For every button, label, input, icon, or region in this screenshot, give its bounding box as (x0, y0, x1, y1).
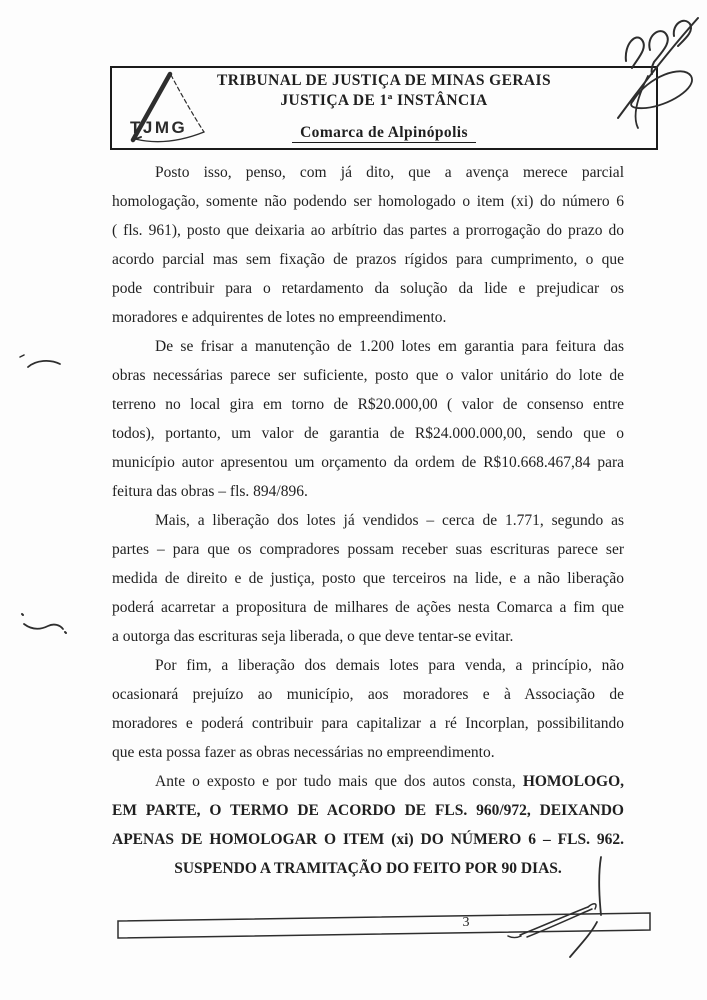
bold-text-segment: EM PARTE, O TERMO DE ACORDO DE FLS. 960/972, DEIXANDO (112, 802, 624, 819)
body-line (112, 274, 624, 303)
margin-pen-mark-2 (10, 602, 95, 642)
margin-pen-mark-1 (12, 345, 92, 380)
bold-text-segment: HOMOLOGO, (522, 773, 624, 790)
body-line (112, 187, 624, 216)
body-line (112, 477, 624, 506)
body-line (112, 419, 624, 448)
body-line (112, 216, 624, 245)
bold-text-segment: SUSPENDO A TRAMITAÇÃO DO FEITO POR 90 DIAS. (174, 860, 562, 877)
body-line (112, 709, 624, 738)
text-segment: moradores e adquirentes de lotes no empreendimento. (112, 309, 447, 326)
document-body (112, 158, 624, 883)
text-segment: obras necessárias parece ser suficiente, posto que o valor unitário do lote de (112, 367, 624, 384)
tjmg-logo-label: TJMG (130, 118, 188, 137)
text-segment: Posto isso, penso, com já dito, que a avença merece parcial (155, 164, 624, 181)
text-segment: ocasionará prejuízo ao município, aos moradores e à Associação de (112, 686, 624, 703)
text-segment: homologação, somente não podendo ser homologado o item (xi) do número 6 (112, 193, 624, 210)
body-line (112, 448, 624, 477)
text-segment: medida de direito e de justiça, posto que terceiros na lide, e a não liberação (112, 570, 624, 587)
text-segment: partes – para que os compradores possam receber suas escrituras parece ser (112, 541, 624, 558)
bold-text-segment: APENAS DE HOMOLOGAR O ITEM (xi) DO NÚMERO 6 – FLS. 962. (112, 831, 624, 848)
body-line (112, 506, 624, 535)
body-line (112, 622, 624, 651)
body-line (112, 564, 624, 593)
body-line (112, 796, 624, 825)
instance-title: JUSTIÇA DE 1ª INSTÂNCIA (280, 92, 488, 109)
text-segment: moradores e poderá contribuir para capitalizar a ré Incorplan, possibilitando (112, 715, 624, 732)
text-segment: acordo parcial mas sem fixação de prazos rígidos para cumprimento, o que (112, 251, 624, 268)
text-segment: pode contribuir para o retardamento da solução da lide e prejudicar os (112, 280, 624, 297)
comarca-title: Comarca de Alpinópolis (112, 124, 656, 142)
text-segment: que esta possa fazer as obras necessárias no empreendimento. (112, 744, 495, 761)
text-segment: Por fim, a liberação dos demais lotes para venda, a princípio, não (155, 657, 624, 674)
footer-bar (0, 845, 707, 1000)
text-segment: feitura das obras – fls. 894/896. (112, 483, 308, 500)
paragraph (112, 506, 624, 651)
body-line (112, 332, 624, 361)
text-segment: Ante o exposto e por tudo mais que dos autos consta, (155, 773, 523, 790)
court-title: TRIBUNAL DE JUSTIÇA DE MINAS GERAIS (217, 72, 551, 89)
body-line (112, 390, 624, 419)
text-segment: De se frisar a manutenção de 1.200 lotes em garantia para feitura das (155, 338, 624, 355)
text-segment: todos), portanto, um valor de garantia de R$24.000.000,00, sendo que o (112, 425, 624, 442)
text-segment: ( fls. 961), posto que deixaria ao arbítrio das partes a prorrogação do prazo do (112, 222, 624, 239)
body-line (112, 245, 624, 274)
body-line (112, 593, 624, 622)
handwritten-note-top-right (588, 6, 707, 138)
page-number: 3 (462, 915, 470, 930)
body-line (112, 680, 624, 709)
text-segment: a outorga das escrituras seja liberada, o que deve tentar-se evitar. (112, 628, 514, 645)
body-line (112, 158, 624, 187)
paragraph (112, 158, 624, 332)
body-line (112, 738, 624, 767)
body-line (112, 361, 624, 390)
text-segment: município autor apresentou um orçamento da ordem de R$10.668.467,84 para (112, 454, 624, 471)
body-line (112, 303, 624, 332)
text-segment: poderá acarretar a propositura de milhares de ações nesta Comarca a fim que (112, 599, 624, 616)
footer-pen-strokes (599, 857, 601, 915)
header-box (110, 66, 658, 150)
paragraph (112, 332, 624, 506)
text-segment: terreno no local gira em torno de R$20.000,00 ( valor de consenso entre (112, 396, 624, 413)
body-line (112, 535, 624, 564)
body-line (112, 767, 624, 796)
paragraph (112, 651, 624, 767)
text-segment: Mais, a liberação dos lotes já vendidos – cerca de 1.771, segundo as (155, 512, 624, 529)
body-line (112, 651, 624, 680)
